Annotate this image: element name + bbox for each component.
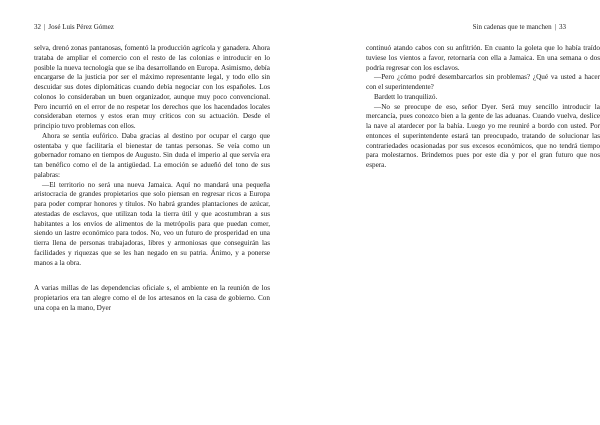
right-text-column	[366, 44, 600, 171]
header-separator: |	[44, 23, 46, 31]
left-text-column	[34, 44, 270, 314]
page-number: 33	[559, 23, 566, 31]
author-name: José Luis Pérez Gómez	[48, 23, 114, 31]
right-running-header	[473, 23, 566, 31]
paragraph: selva, drenó zonas pantanosas, fomentó la producción agrícola y ganadera. Ahora trataba de ampliar el comercio con el resto de las colonias e introducir en lo posible la nueva tecnología que se iba desarrollando en Europa. Asimismo, debía encargarse de la justicia por ser el máximo representante legal, y todo ello sin descuidar sus dotes diplomáticas cuando debía negociar con los españoles. Los colonos lo consideraban un buen organizador, aunque muy poco convencional. Pero incurrió en el error de no respetar los derechos que los hacendados locales consideraban eternos y estos eran muy críticos con su actuación. Desde el principio tuvo problemas con ellos.	[34, 44, 270, 130]
paragraph: A varias millas de las dependencias oficiale s, el ambiente en la reunión de los propietarios era tan alegre como el de los artesanos en la casa de gobierno. Con una copa en la mano, Dyer	[34, 284, 270, 312]
dialogue-paragraph: —Pero ¿cómo podré desembarcarlos sin problemas? ¿Qué va usted a hacer con el superintendente?	[366, 73, 600, 91]
page-number: 32	[34, 23, 41, 31]
paragraph: Bardett lo tranquilizó.	[374, 92, 438, 101]
paragraph: continuó atando cabos con su anfitrión. En cuanto la goleta que lo había traído tuviese los vientos a favor, retornaría con ella a Jamaica. En una semana o dos podría regresar con los esclavos.	[366, 44, 600, 72]
dialogue-paragraph: —No se preocupe de eso, señor Dyer. Será muy sencillo introducir la mercancía, pues conozco bien a la gente de las aduanas. Cuando vuelva, deslice la nave al atardecer por la bahía. Luego yo me reuniré a bordo con usted. Por entonces el superintendente estará tan preocupado, tratando de solucionar las contrariedades ocasionadas por sus excesos económicos, que no tendrá tiempo para molestarnos. Brindemos pues por este día y por el gran futuro que nos espera.	[366, 102, 600, 169]
left-running-header	[34, 23, 114, 31]
right-page	[300, 0, 600, 425]
paragraph: Ahora se sentía eufórico. Daba gracias al destino por ocupar el cargo que ostentaba y que facilitaría el bienestar de tantas personas. Se veía como un gobernador romano en tiempos de Augusto. Sin duda el imperio al que servía era tan benéfico como el de la antigüedad. La emoción se adueñó del tono de sus palabras:	[34, 131, 270, 179]
dialogue-paragraph: —El territorio no será una nueva Jamaica. Aquí no mandará una pequeña aristocracia de grandes propietarios que solo piensan en regresar ricos a Europa para poder comprar honores y títulos. No habrá grandes plantaciones de azúcar, atestadas de esclavos, que utilizan toda la tierra útil y que acostumbran a sus habitantes a los envíos de alimentos de la metrópolis para que puedan comer, siendo un lastre económico para todos. No, veo un futuro de prosperidad en una tierra llena de personas trabajadoras, libres y armoniosas que conseguirán las facilidades y riquezas que se les han negado en su patria. Ánimo, y a ponerse manos a la obra.	[34, 180, 270, 267]
book-title: Sin cadenas que te manchen	[472, 23, 552, 31]
header-separator: |	[554, 23, 556, 31]
